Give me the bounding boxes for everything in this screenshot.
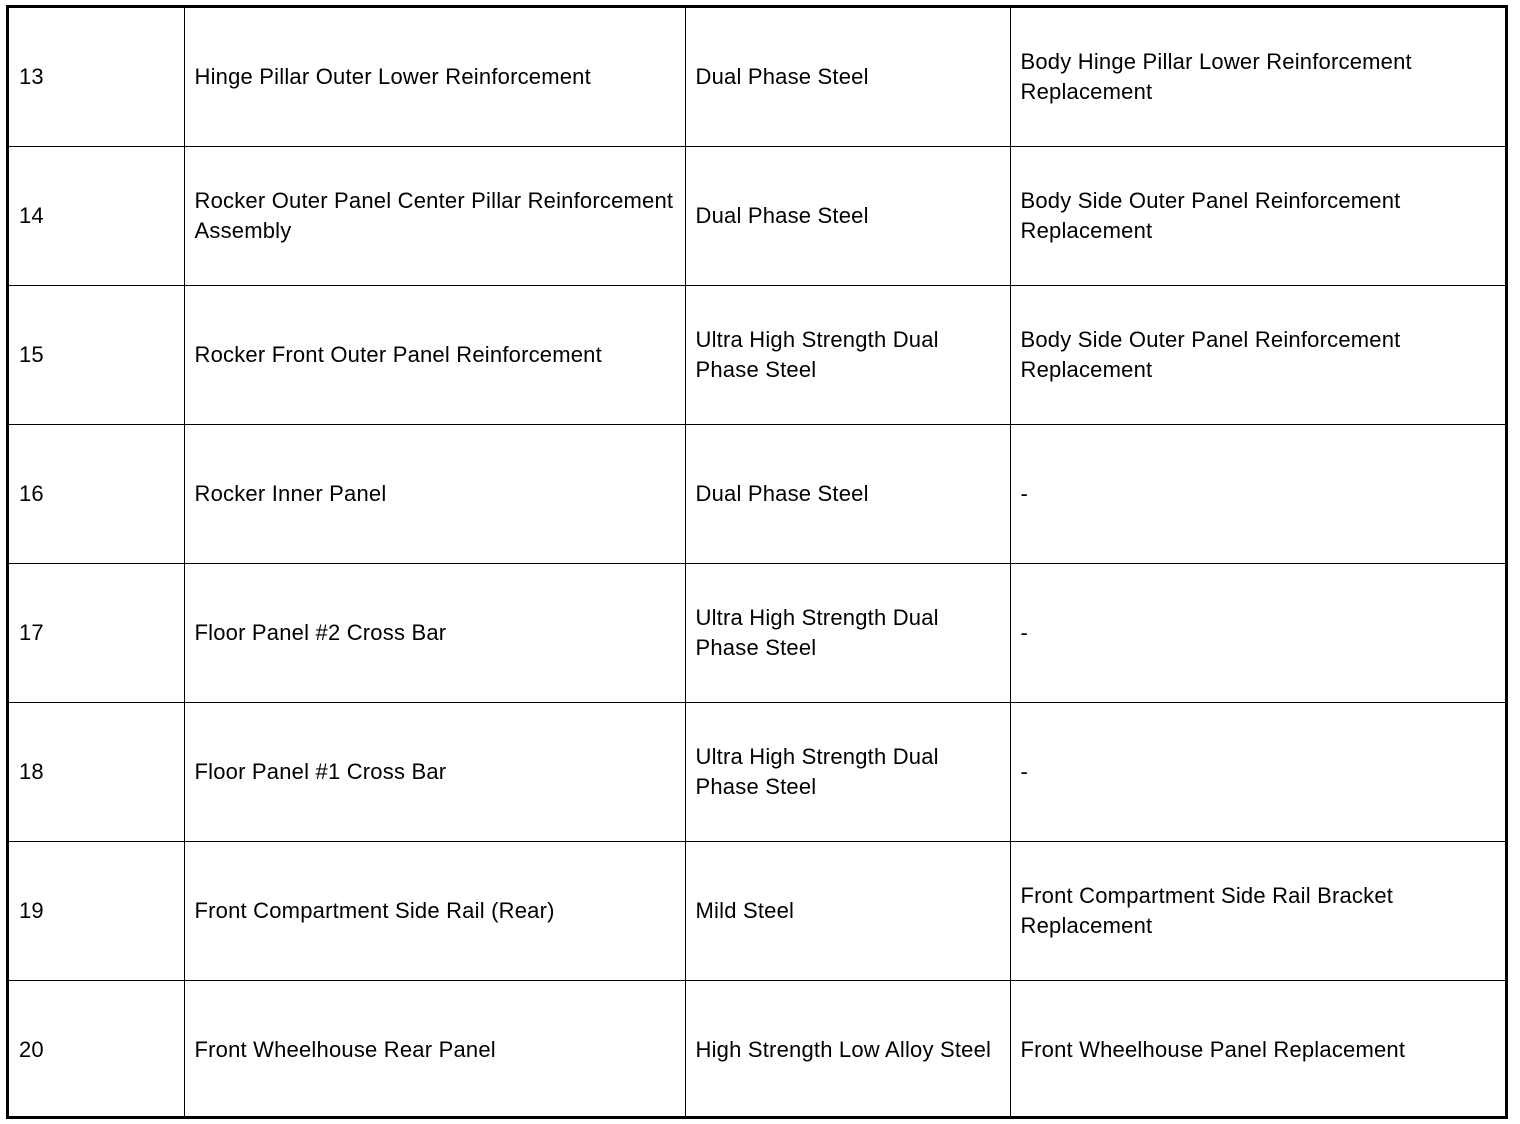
material-cell	[685, 564, 1010, 703]
item-number-cell	[9, 564, 184, 703]
material: Ultra High Strength Dual Phase Steel	[695, 327, 939, 382]
table-row	[9, 147, 1505, 286]
material-cell	[685, 425, 1010, 564]
item-number: 20	[19, 1037, 44, 1062]
replacement-procedure-cell	[1010, 981, 1505, 1120]
part-description-cell	[184, 703, 685, 842]
material: Dual Phase Steel	[695, 481, 869, 506]
material-cell	[685, 286, 1010, 425]
replacement-procedure: Front Wheelhouse Panel Replacement	[1020, 1037, 1406, 1062]
material-cell	[685, 842, 1010, 981]
material: Dual Phase Steel	[695, 203, 869, 228]
part-description: Rocker Inner Panel	[194, 481, 387, 506]
item-number: 17	[19, 620, 44, 645]
table-row	[9, 564, 1505, 703]
item-number-cell	[9, 842, 184, 981]
material: Dual Phase Steel	[695, 64, 869, 89]
replacement-procedure: -	[1020, 620, 1029, 645]
part-description: Rocker Front Outer Panel Reinforcement	[194, 342, 602, 367]
table-row	[9, 703, 1505, 842]
table-row	[9, 425, 1505, 564]
material: Ultra High Strength Dual Phase Steel	[695, 744, 939, 799]
parts-table-frame	[6, 5, 1508, 1119]
material-cell	[685, 703, 1010, 842]
part-description: Floor Panel #2 Cross Bar	[194, 620, 447, 645]
material: Ultra High Strength Dual Phase Steel	[695, 605, 939, 660]
part-description-cell	[184, 147, 685, 286]
replacement-procedure: -	[1020, 759, 1029, 784]
part-description: Front Wheelhouse Rear Panel	[194, 1037, 496, 1062]
material-cell	[685, 147, 1010, 286]
parts-table	[9, 8, 1505, 1119]
part-description-cell	[184, 564, 685, 703]
item-number: 14	[19, 203, 44, 228]
item-number-cell	[9, 147, 184, 286]
material: High Strength Low Alloy Steel	[695, 1037, 992, 1062]
item-number: 15	[19, 342, 44, 367]
table-row	[9, 8, 1505, 147]
replacement-procedure: -	[1020, 481, 1029, 506]
replacement-procedure: Front Compartment Side Rail Bracket Replacement	[1020, 883, 1394, 938]
part-description-cell	[184, 286, 685, 425]
part-description-cell	[184, 8, 685, 147]
item-number: 16	[19, 481, 44, 506]
replacement-procedure-cell	[1010, 286, 1505, 425]
replacement-procedure-cell	[1010, 703, 1505, 842]
material-cell	[685, 981, 1010, 1120]
replacement-procedure-cell	[1010, 147, 1505, 286]
replacement-procedure-cell	[1010, 8, 1505, 147]
material-cell	[685, 8, 1010, 147]
item-number-cell	[9, 981, 184, 1120]
table-row	[9, 842, 1505, 981]
part-description: Hinge Pillar Outer Lower Reinforcement	[194, 64, 591, 89]
part-description-cell	[184, 425, 685, 564]
material: Mild Steel	[695, 898, 795, 923]
replacement-procedure-cell	[1010, 564, 1505, 703]
part-description: Rocker Outer Panel Center Pillar Reinforcement Assembly	[194, 188, 674, 243]
item-number: 13	[19, 64, 44, 89]
item-number-cell	[9, 286, 184, 425]
replacement-procedure-cell	[1010, 425, 1505, 564]
part-description: Front Compartment Side Rail (Rear)	[194, 898, 555, 923]
item-number-cell	[9, 425, 184, 564]
item-number: 18	[19, 759, 44, 784]
replacement-procedure-cell	[1010, 842, 1505, 981]
part-description-cell	[184, 981, 685, 1120]
table-row	[9, 981, 1505, 1120]
part-description: Floor Panel #1 Cross Bar	[194, 759, 447, 784]
item-number-cell	[9, 703, 184, 842]
item-number-cell	[9, 8, 184, 147]
replacement-procedure: Body Side Outer Panel Reinforcement Replacement	[1020, 188, 1401, 243]
replacement-procedure: Body Side Outer Panel Reinforcement Replacement	[1020, 327, 1401, 382]
table-row	[9, 286, 1505, 425]
replacement-procedure: Body Hinge Pillar Lower Reinforcement Replacement	[1020, 49, 1412, 104]
item-number: 19	[19, 898, 44, 923]
part-description-cell	[184, 842, 685, 981]
